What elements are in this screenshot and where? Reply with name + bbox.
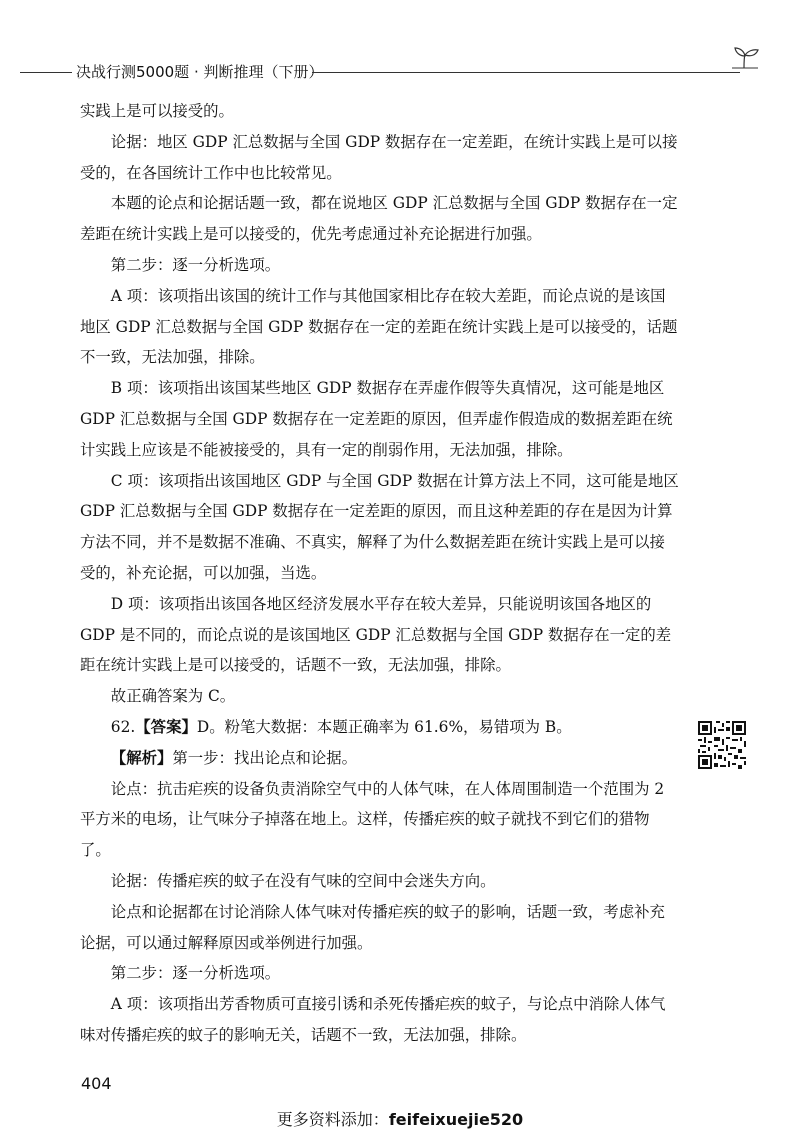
paragraph: 故正确答案为 C。 [110, 687, 236, 706]
paragraph: 论点：抗击疟疾的设备负责消除空气中的人体气味，在人体周围制造一个范围为 2 平方米的电场，让气味分子掉落在地上。这样，传播疟疾的蚊子就找不到它们的猎物了。 [80, 779, 665, 860]
running-header [0, 58, 800, 88]
question-62-analysis [80, 743, 680, 774]
paragraph: 第二步：逐一分析选项。 [110, 964, 281, 983]
answer-tag: 【答案】 [135, 717, 197, 736]
page-body [80, 96, 680, 1051]
question-62-answer [80, 712, 680, 743]
paragraph: A 项：该项指出该国的统计工作与其他国家相比存在较大差距，而论点说的是该国地区 GDP 汇总数据与全国 GDP 数据存在一定的差距在统计实践上是可以接受的，话题不一致，无法加强，排除。 [80, 286, 678, 367]
paragraph: 第二步：逐一分析选项。 [110, 255, 281, 274]
paragraph: A 项：该项指出芳香物质可直接引诱和杀死传播疟疾的蚊子，与论点中消除人体气味对传播疟疾的蚊子的影响无关，话题不一致，无法加强，排除。 [80, 995, 666, 1044]
page-number: 404 [81, 1074, 112, 1093]
paragraph: 实践上是可以接受的。 [80, 102, 234, 120]
footer-prefix: 更多资料添加： [276, 1110, 389, 1129]
paragraph: C 项：该项指出该国地区 GDP 与全国 GDP 数据在计算方法上不同，这可能是地区 GDP 汇总数据与全国 GDP 数据存在一定差距的原因，而且这种差距的存在是因为计算方法不同，并不是数据不准确、不真实，解释了为什么数据差距在统计实践上是可以接受的，补充论据，可以加强，当选。 [80, 471, 679, 582]
header-rule-right [312, 72, 740, 73]
paragraph: 本题的论点和论据话题一致，都在说地区 GDP 汇总数据与全国 GDP 数据存在一定差距在统计实践上是可以接受的，优先考虑通过补充论据进行加强。 [80, 194, 678, 244]
paragraph: 论据：传播疟疾的蚊子在没有气味的空间中会迷失方向。 [110, 871, 496, 890]
paragraph: B 项：该项指出该国某些地区 GDP 数据存在弄虚作假等失真情况，这可能是地区 GDP 汇总数据与全国 GDP 数据存在一定差距的原因，但弄虚作假造成的数据差距在统计实践上应该是不能被接受的，具有一定的削弱作用，无法加强，排除。 [80, 379, 673, 459]
paragraph: 论点和论据都在讨论消除人体气味对传播疟疾的蚊子的影响，话题一致，考虑补充论据，可以通过解释原因或举例进行加强。 [80, 902, 665, 952]
question-number: 62. [110, 717, 136, 736]
footer-contact-id: feifeixuejie520 [388, 1110, 524, 1129]
analysis-text: 第一步：找出论点和论据。 [172, 748, 358, 767]
header-rule-left [20, 72, 72, 73]
paragraph: 论据：地区 GDP 汇总数据与全国 GDP 数据存在一定差距，在统计实践上是可以接受的，在各国统计工作中也比较常见。 [80, 132, 678, 182]
header-title: 决战行测5000题 · 判断推理（下册） [76, 63, 324, 81]
analysis-tag: 【解析】 [110, 748, 173, 767]
footer-note [0, 1107, 800, 1130]
paragraph: D 项：该项指出该国各地区经济发展水平存在较大差异，只能说明该国各地区的 GDP 是不同的，而论点说的是该国地区 GDP 汇总数据与全国 GDP 数据存在一定的差距在统计实践上是可以接受的，话题不一致，无法加强，排除。 [80, 594, 672, 675]
answer-text: D。粉笔大数据：本题正确率为 61.6%，易错项为 B。 [196, 717, 572, 736]
sprout-icon [728, 44, 762, 76]
qr-code-icon[interactable] [696, 719, 748, 771]
